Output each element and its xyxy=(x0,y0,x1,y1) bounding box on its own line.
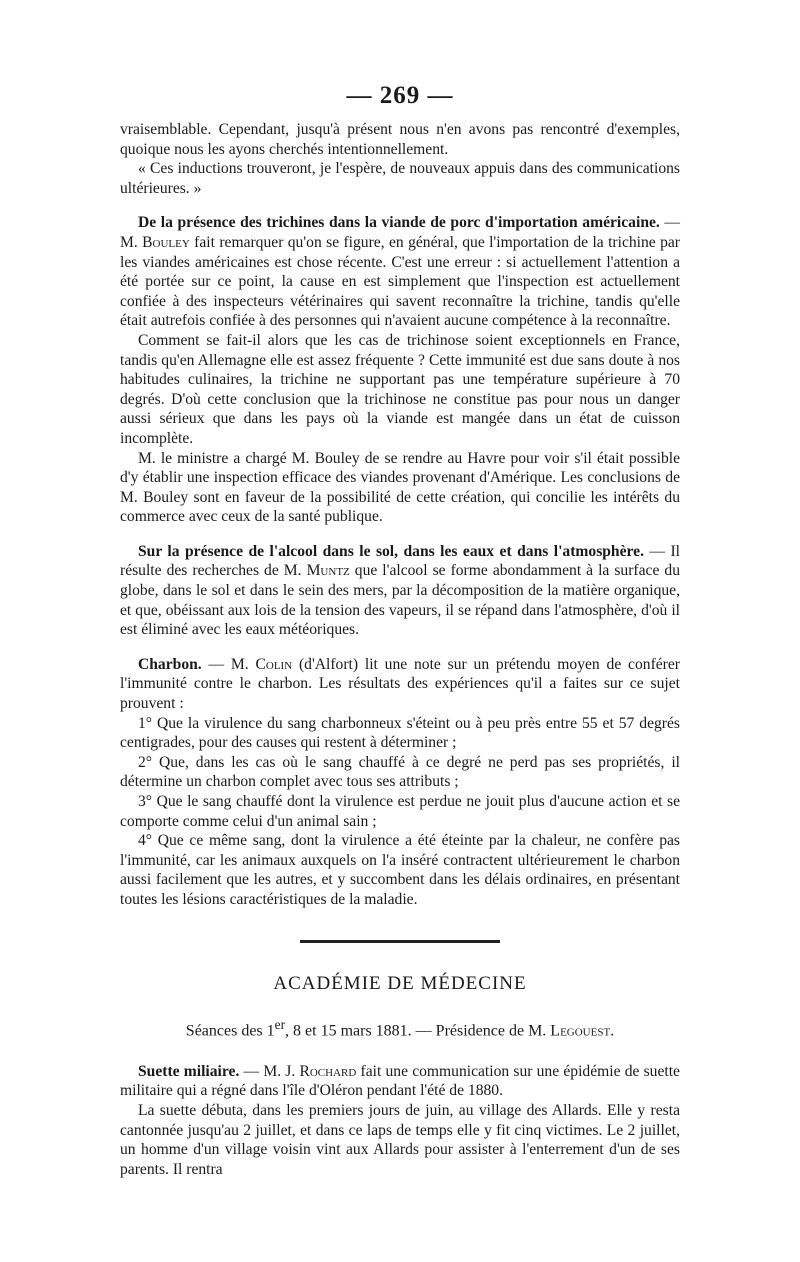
text-run: , 8 et 15 mars 1881. — Présidence de M. xyxy=(285,1021,551,1039)
section-heading: Suette miliaire. xyxy=(138,1062,240,1080)
list-item: 1° Que la virulence du sang charbonneux s'éteint ou à peu près entre 55 et 57 degrés centigrades, pour des causes qui restent à déterminer ; xyxy=(120,714,680,752)
section-charbon xyxy=(120,655,680,714)
paragraph: vraisemblable. Cependant, jusqu'à présent nous n'en avons pas rencontré d'exemples, quoique nous les ayons cherchés intentionnellement. xyxy=(120,121,680,158)
superscript: er xyxy=(274,1016,286,1032)
text-run: — M. J. xyxy=(239,1062,300,1080)
author-name: Rochard xyxy=(299,1062,357,1080)
spacer xyxy=(120,527,680,535)
paragraph: M. le ministre a chargé M. Bouley de se rendre au Havre pour voir s'il était possible d'y établir une inspection efficace des viandes provenant d'Amérique. Les conclusions de M. Bouley sont en faveur de la possibilité de cette création, qui concilie les intérêts du commerce avec ceux de la santé publique. xyxy=(120,449,680,526)
sessions-line xyxy=(120,1017,680,1040)
list-item: 2° Que, dans les cas où le sang chauffé à ce degré ne perd pas ses propriétés, il détermine un charbon complet avec tous ses attributs ; xyxy=(120,753,680,791)
text-run: — M. xyxy=(201,655,256,673)
page-number: — 269 — xyxy=(346,82,454,109)
text-run: . xyxy=(610,1021,615,1039)
paragraph: La suette débuta, dans les premiers jours de juin, au village des Allards. Elle y resta cantonnée jusqu'au 2 juillet, et dans ce laps de temps elle y fit cinq victimes. Le 2 juillet, un homme d'un village voisin vint aux Allards pour assister à l'enterrement d'un de ses parents. Il rentra xyxy=(120,1102,680,1178)
text-run: fait une communication sur une épidémie de suette militaire qui a régné dans l'île d'Oléron pendant l'été de 1880. xyxy=(120,1062,680,1100)
section-heading: Sur la présence de l'alcool dans le sol, dans les eaux et dans l'atmosphère. xyxy=(138,542,644,560)
text-run: fait remarquer qu'on se figure, en général, que l'importation de la trichine par les viandes américaines est chose récente. C'est une erreur : si actuellement l'attention a été portée sur ce point, la cause en est simplement que l'inspection est actuellement confiée à des inspecteurs vétérinaires qui savent reconnaître la trichine, tandis qu'elle était autrefois confiée à des personnes qui n'avaient aucune compétence à la reconnaître. xyxy=(120,233,680,330)
text-run: que l'alcool se forme abondamment à la surface du globe, dans le sol et dans le sein des mers, par la décomposition de la matière organique, et que, obéissant aux lois de la tension des vapeurs, il se répand dans l'atmosphère, d'où il est éliminé avec les eaux météoriques. xyxy=(120,562,680,639)
section-heading: De la présence des trichines dans la viande de porc d'importation américaine. xyxy=(138,214,660,232)
paragraph: « Ces inductions trouveront, je l'espère, de nouveaux appuis dans des communications ultérieures. » xyxy=(120,160,680,197)
text-run: — Il résulte des recherches de M. xyxy=(120,542,680,580)
section-trichines xyxy=(120,213,680,331)
section-suette xyxy=(120,1062,680,1101)
author-name: Muntz xyxy=(306,562,350,580)
text-run: — M. xyxy=(120,214,680,251)
paragraph: Comment se fait-il alors que les cas de trichinose soient exceptionnels en France, tandis qu'en Allemagne elle est assez fréquente ? Cette immunité est due sans doute à nos habitudes culinaires, la trichine ne supportant pas une température supérieure à 70 degrés. D'où cette conclusion que la trichinose ne constitue pas pour nous un danger aussi sérieux que dans les pays où la viande est mangée dans un état de cuisson incomplète. xyxy=(120,331,680,447)
spacer xyxy=(120,640,680,648)
spacer xyxy=(120,198,680,206)
text-run: (d'Alfort) lit une note sur un prétendu moyen de conférer l'immunité contre le charbon. Les résultats des expériences qu'il a faites sur ce sujet prouvent : xyxy=(120,655,680,713)
text-run: Séances des 1 xyxy=(185,1021,275,1039)
author-name: Bouley xyxy=(142,233,190,251)
list-item: 3° Que le sang chauffé dont la virulence est perdue ne jouit plus d'aucune action et se comporte comme celui d'un animal sain ; xyxy=(120,793,680,830)
author-name: Colin xyxy=(255,655,293,673)
section-divider xyxy=(300,940,500,943)
list-item: 4° Que ce même sang, dont la virulence a été éteinte par la chaleur, ne confère pas l'immunité, car les animaux auxquels on l'a inséré contractent ultérieurement le charbon aussi facilement que les autres, et y succombent dans les délais ordinaires, en présentant toutes les lésions caractéristiques de la maladie. xyxy=(120,832,680,908)
academy-title: ACADÉMIE DE MÉDECINE xyxy=(273,972,527,994)
section-alcool xyxy=(120,542,680,640)
section-heading: Charbon. xyxy=(138,655,202,673)
president-name: Legouest xyxy=(550,1021,611,1039)
